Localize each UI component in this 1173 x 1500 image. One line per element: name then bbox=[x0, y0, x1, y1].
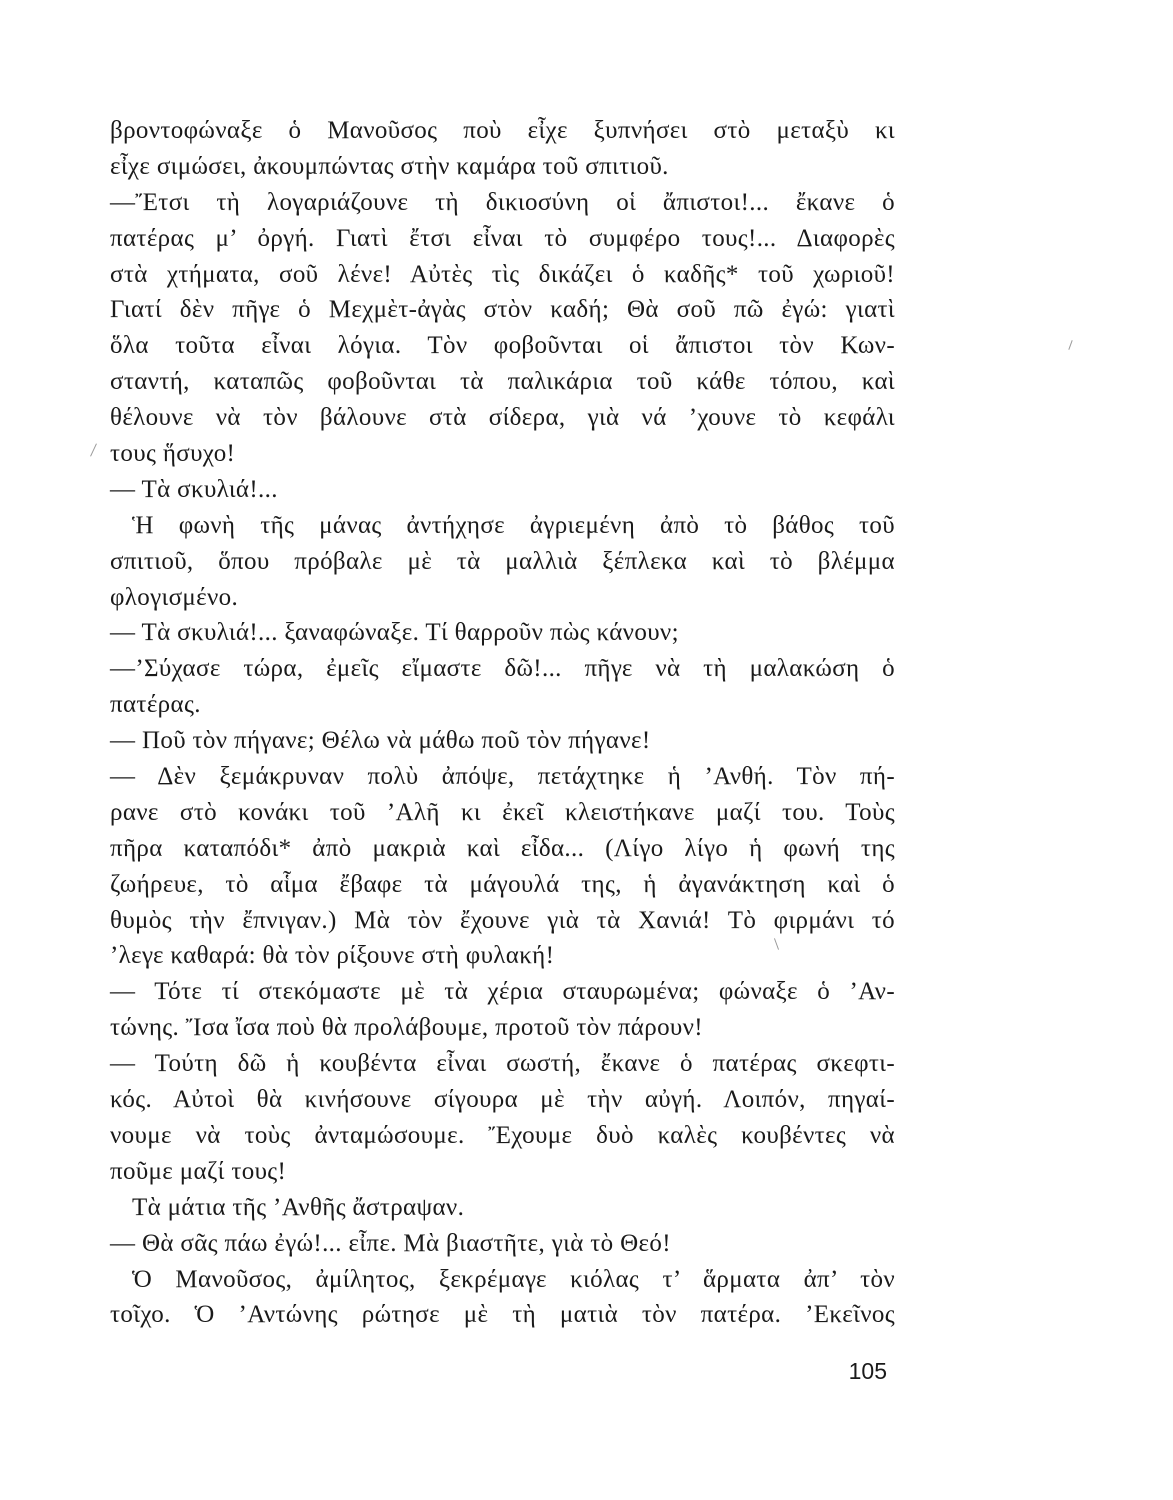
text-line: σπιτιοῦ, ὅπου πρόβαλε μὲ τὰ μαλλιὰ ξέπλεκα καὶ τὸ βλέμμα bbox=[110, 547, 895, 575]
text-line: φλογισμένο. bbox=[110, 583, 239, 611]
text-line: — Δὲν ξεμάκρυναν πολὺ ἀπόψε, πετάχτηκε ἡ ’Ανθή. Τὸν πή- bbox=[110, 763, 895, 791]
text-line: ζωήρευε, τὸ αἷμα ἔβαφε τὰ μάγουλά της, ἡ ἀγανάκτηση καὶ ὁ bbox=[110, 870, 895, 898]
text-line: πῆρα καταπόδι* ἀπὸ μακριὰ καὶ εἶδα... (Λίγο λίγο ἡ φωνή της bbox=[110, 834, 895, 862]
text-line: εἶχε σιμώσει, ἀκουμπώντας στὴν καμάρα τοῦ σπιτιοῦ. bbox=[110, 152, 669, 180]
text-line: ποῦμε μαζί τους! bbox=[110, 1157, 287, 1185]
text-line: Ἡ φωνὴ τῆς μάνας ἀντήχησε ἀγριεμένη ἀπὸ τὸ βάθος τοῦ bbox=[132, 511, 895, 539]
body-text bbox=[110, 113, 895, 1333]
text-line: ’λεγε καθαρά: θὰ τὸν ρίξουνε στὴ φυλακή! bbox=[110, 942, 555, 970]
text-line: —’Σύχασε τώρα, ἐμεῖς εἴμαστε δῶ!... πῆγε νὰ τὴ μαλακώση ὁ bbox=[110, 655, 895, 683]
text-line: — Τότε τί στεκόμαστε μὲ τὰ χέρια σταυρωμένα; φώναξε ὁ ’Αν- bbox=[110, 978, 895, 1006]
text-line: θυμὸς τὴν ἔπνιγαν.) Μὰ τὸν ἔχουνε γιὰ τὰ Χανιά! Τὸ φιρμάνι τό bbox=[110, 906, 895, 934]
text-line: — Ποῦ τὸν πήγανε; Θέλω νὰ μάθω ποῦ τὸν πήγανε! bbox=[110, 727, 651, 755]
text-line: πατέρας μ’ ὀργή. Γιατὶ ἔτσι εἶναι τὸ συμφέρο τους!... Διαφορὲς bbox=[110, 224, 895, 252]
text-line: Γιατί δὲν πῆγε ὁ Μεχμὲτ-ἀγὰς στὸν καδή; Θὰ σοῦ πῶ ἐγώ: γιατὶ bbox=[110, 296, 895, 324]
text-line: κός. Αὐτοὶ θὰ κινήσουνε σίγουρα μὲ τὴν αὐγή. Λοιπόν, πηγαί- bbox=[110, 1086, 895, 1114]
text-line: — Θὰ σᾶς πάω ἐγώ!... εἶπε. Μὰ βιαστῆτε, γιὰ τὸ Θεό! bbox=[110, 1229, 671, 1257]
text-line: στὰ χτήματα, σοῦ λένε! Αὐτὲς τὶς δικάζει ὁ καδῆς* τοῦ χωριοῦ! bbox=[110, 260, 895, 288]
text-line: βροντοφώναξε ὁ Μανοῦσος ποὺ εἶχε ξυπνήσει στὸ μεταξὺ κι bbox=[110, 117, 895, 144]
text-line: ρανε στὸ κονάκι τοῦ ’Αλῆ κι ἐκεῖ κλειστήκανε μαζί του. Τοὺς bbox=[110, 798, 895, 826]
text-line: — Τούτη δῶ ἡ κουβέντα εἶναι σωστή, ἔκανε ὁ πατέρας σκεφτι- bbox=[110, 1050, 895, 1078]
text-line: — Τὰ σκυλιά!... bbox=[110, 475, 278, 503]
text-line: τοῖχο. Ὁ ’Αντώνης ρώτησε μὲ τὴ ματιὰ τὸν πατέρα. ’Εκεῖνος bbox=[110, 1301, 895, 1329]
page-number: 105 bbox=[848, 1358, 887, 1384]
text-line: νουμε νὰ τοὺς ἀνταμώσουμε. Ἔχουμε δυὸ καλὲς κουβέντες νὰ bbox=[110, 1121, 895, 1149]
text-line: τους ἥσυχο! bbox=[110, 440, 236, 468]
text-line: πατέρας. bbox=[110, 691, 201, 719]
text-line: ὅλα τοῦτα εἶναι λόγια. Τὸν φοβοῦνται οἱ ἄπιστοι τὸν Κων- bbox=[110, 332, 895, 360]
text-line: τώνης. Ἴσα ἴσα ποὺ θὰ προλάβουμε, προτοῦ τὸν πάρουν! bbox=[110, 1014, 703, 1042]
scan-speck bbox=[90, 443, 97, 456]
text-line: Ὁ Μανοῦσος, ἀμίλητος, ξεκρέμαγε κιόλας τ’ ἅρματα ἀπ’ τὸν bbox=[132, 1265, 895, 1293]
text-line: Τὰ μάτια τῆς ’Ανθῆς ἄστραψαν. bbox=[132, 1193, 465, 1221]
text-line: —Ἔτσι τὴ λογαριάζουνε τὴ δικιοσύνη οἱ ἄπιστοι!... ἔκανε ὁ bbox=[110, 188, 895, 216]
text-line: — Τὰ σκυλιά!... ξαναφώναξε. Τί θαρροῦν πὼς κάνουν; bbox=[110, 619, 679, 647]
text-line: σταντή, καταπῶς φοβοῦνται τὰ παλικάρια τοῦ κάθε τόπου, καὶ bbox=[110, 368, 895, 396]
text-line: θέλουνε νὰ τὸν βάλουνε στὰ σίδερα, γιὰ νά ’χουνε τὸ κεφάλι bbox=[110, 404, 895, 432]
scan-speck bbox=[1068, 340, 1072, 350]
